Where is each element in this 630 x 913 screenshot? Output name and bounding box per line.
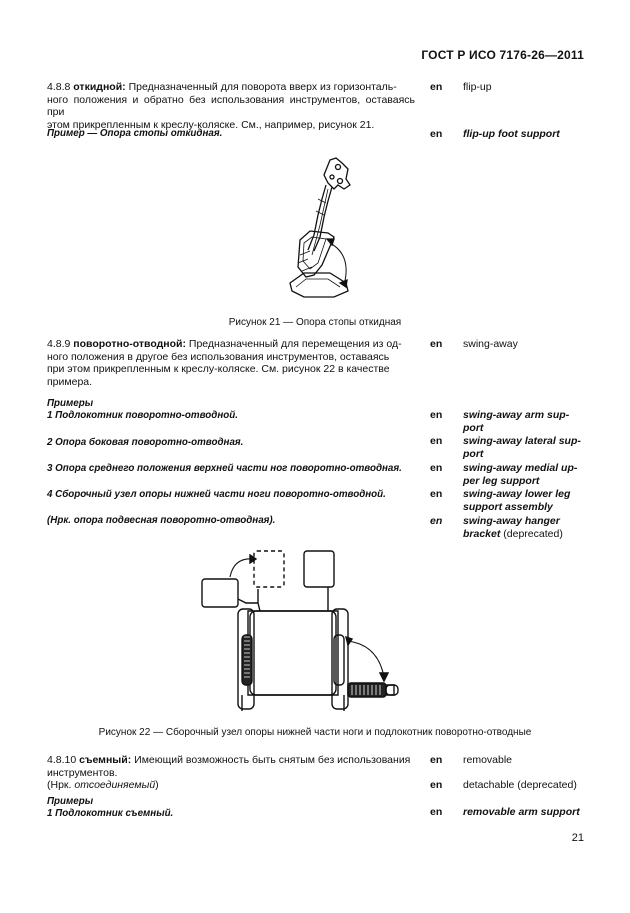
document-code: ГОСТ Р ИСО 7176-26—2011 <box>421 48 584 62</box>
term: съемный: <box>79 754 132 766</box>
en-line: swing-away medial up- <box>463 462 578 474</box>
definition-line: этом прикрепленным к креслу-коляске. См., например, рисунок 21. <box>47 118 375 131</box>
en-line: bracket <box>463 527 501 540</box>
example-3: 3 Опора среднего положения верхней части ног поворотно-отводная. <box>47 463 402 474</box>
lang-code: en <box>430 338 443 350</box>
en-example-5 <box>463 515 583 540</box>
definition-line: ного положения и обратно без использования инструментов, оставаясь при <box>47 93 415 119</box>
example-4: 4 Сборочный узел опоры нижней части ноги поворотно-отводной. <box>47 489 386 500</box>
en-line: swing-away arm sup- <box>463 409 570 421</box>
example-1: 1 Подлокотник съемный. <box>47 808 174 819</box>
en-line: swing-away hanger <box>463 515 560 527</box>
en-line: swing-away lateral sup- <box>463 435 581 447</box>
example: Пример — Опора стопы откидная. <box>47 128 223 139</box>
entry-4-8-8-definition <box>47 81 415 131</box>
examples-label: Примеры <box>47 398 94 409</box>
en-line: per leg support <box>463 474 540 487</box>
definition-line: Имеющий возможность быть снятым без использования <box>134 754 411 766</box>
example-5: (Нрк. опора подвесная поворотно-отводная). <box>47 515 276 526</box>
en-example-1: removable arm support <box>463 806 580 818</box>
definition-line: ного положения в другое без использования инструментов, оставаясь <box>47 350 390 363</box>
entry-4-8-9-definition <box>47 338 415 388</box>
dep-term: отсоединяемый <box>74 779 156 791</box>
lang-code: en <box>430 462 443 474</box>
figure-22-swing-away-assembly <box>198 545 408 715</box>
term: поворотно-отводной: <box>73 338 186 350</box>
en-line: swing-away lower leg <box>463 488 571 500</box>
dep-suffix: ) <box>155 779 159 791</box>
entry-number: 4.8.10 <box>47 754 77 766</box>
page-number: 21 <box>571 832 584 844</box>
term: откидной: <box>73 81 126 93</box>
entry-number: 4.8.9 <box>47 338 71 350</box>
figure-21-caption: Рисунок 21 — Опора стопы откидная <box>228 317 402 328</box>
deprecated-term <box>47 779 415 792</box>
lang-code: en <box>430 435 443 447</box>
lang-code: en <box>430 779 443 791</box>
lang-code: en <box>430 515 443 527</box>
en-line: port <box>463 421 484 434</box>
definition-line: Предназначенный для поворота вверх из горизонталь- <box>128 81 397 93</box>
lang-code: en <box>430 754 443 766</box>
deprecated-note: (deprecated) <box>503 527 563 540</box>
definition-line: Предназначенный для перемещения из од- <box>188 338 402 350</box>
definition-line: при этом прикрепленным к креслу-коляске. См. рисунок 22 в качестве <box>47 363 390 376</box>
en-example-2 <box>463 435 583 460</box>
definition-line: инструментов. <box>47 766 118 779</box>
en-example: flip-up foot support <box>463 128 560 140</box>
en-example-1 <box>463 409 583 434</box>
dep-prefix: (Нрк. <box>47 779 72 791</box>
lang-code: en <box>430 409 443 421</box>
examples-label: Примеры <box>47 796 94 807</box>
en-deprecated: detachable (deprecated) <box>463 779 577 791</box>
entry-4-8-10-definition <box>47 754 415 779</box>
lang-code: en <box>430 128 443 140</box>
en-line: port <box>463 447 484 460</box>
example-2: 2 Опора боковая поворотно-отводная. <box>47 437 244 448</box>
en-example-3 <box>463 462 583 487</box>
lang-code: en <box>430 488 443 500</box>
en-term: swing-away <box>463 338 518 350</box>
entry-number: 4.8.8 <box>47 81 71 93</box>
example-1: 1 Подлокотник поворотно-отводной. <box>47 410 238 421</box>
en-line: support assembly <box>463 500 553 513</box>
lang-code: en <box>430 806 443 818</box>
figure-21-flip-up-foot-support <box>270 155 370 305</box>
en-term: removable <box>463 754 513 766</box>
definition-line: примера. <box>47 375 93 388</box>
lang-code: en <box>430 81 443 93</box>
en-term: flip-up <box>463 81 492 93</box>
figure-22-caption: Рисунок 22 — Сборочный узел опоры нижней части ноги и подлокотник поворотно-отводные <box>98 727 532 738</box>
en-example-4 <box>463 488 583 513</box>
